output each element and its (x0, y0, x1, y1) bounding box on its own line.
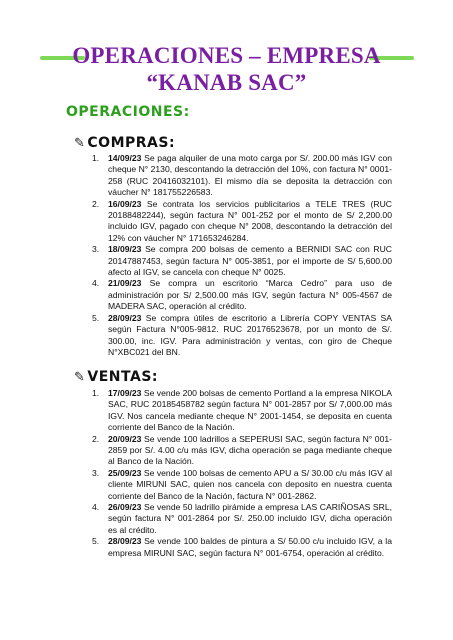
title-block (0, 38, 453, 98)
item-date: 21/09/23 (108, 278, 142, 289)
item-date: 16/09/23 (108, 198, 142, 209)
list-item (92, 502, 392, 536)
item-description: Se contrata los servicios publicitarios a TELE TRES (RUC 20188482244), según factura N° 001-252 por el monto de S/ 2,200.00 incluido IGV, pagado con cheque N° 2008, descontando la detracción del 12% con váucher N° 171653246284. (108, 198, 392, 243)
item-number: 5. (92, 312, 100, 323)
subheading-ventas-label: VENTAS: (87, 369, 159, 385)
item-text (108, 468, 392, 502)
item-date: 17/09/23 (108, 388, 142, 398)
compras-list (92, 153, 392, 358)
item-number: 2. (92, 433, 100, 444)
item-number: 5. (92, 536, 100, 547)
item-text (108, 313, 392, 359)
item-text (108, 502, 392, 536)
item-number: 2. (92, 198, 100, 209)
item-date: 14/09/23 (108, 153, 142, 163)
item-date: 28/09/23 (108, 536, 142, 547)
item-description: Se vende 100 bolsas de cemento APU a S/ 30.00 c/u más IGV al cliente MIRUNI SAC, quien nos cancela con deposito en nuestra cuenta corriente del Banco de la Nación, factura N° 001-2862. (108, 467, 392, 501)
item-number: 1. (92, 153, 100, 163)
pencil-icon: ✎ (74, 369, 86, 385)
section-heading-operaciones: OPERACIONES: (66, 104, 190, 120)
item-description: Se vende 50 ladrillo pirámide a empresa LAS CARIÑOSAS SRL, según factura N° 001-2864 por S/. 250.00 incluido IGV, dicha operación es al crédito. (108, 502, 392, 535)
item-text (108, 153, 392, 199)
subheading-compras-label: COMPRAS: (87, 135, 176, 151)
pencil-icon: ✎ (74, 135, 86, 151)
list-item (92, 536, 392, 559)
item-number: 3. (92, 244, 100, 255)
item-number: 4. (92, 278, 100, 289)
list-item (92, 244, 392, 278)
document-title-line2: “KANAB SAC” (146, 70, 307, 95)
item-description: Se compra 200 bolsas de cemento a BERNIDI SAC con RUC 20147887453, según factura N° 005-3851, por el importe de S/ 5,600.00 afecto al IGV, se cancela con cheque N° 0025. (108, 244, 392, 278)
item-number: 1. (92, 388, 100, 398)
item-number: 3. (92, 467, 100, 478)
list-item (92, 153, 392, 199)
item-text (108, 434, 392, 468)
item-description: Se paga alquiler de una moto carga por S/. 200.00 más IGV con cheque N° 2130, descontando la detracción del 10%, con factura N° 0001-258 (RUC 20416032101). El mismo día se deposita la detracción con váucher N° 181755226583. (108, 153, 392, 198)
item-description: Se vende 100 ladrillos a SEPERUSI SAC, según factura N° 001-2859 por S/. 4.00 c/u más IGV, dicha operación se paga mediante cheque al Banco de la Nación. (108, 433, 392, 467)
item-date: 18/09/23 (108, 244, 142, 255)
item-text (108, 388, 392, 434)
item-date: 25/09/23 (108, 467, 142, 478)
subheading-compras (74, 135, 175, 151)
list-item (92, 278, 392, 312)
list-item (92, 313, 392, 359)
list-item (92, 199, 392, 245)
item-date: 28/09/23 (108, 312, 142, 323)
item-text (108, 199, 392, 245)
item-date: 20/09/23 (108, 433, 142, 444)
item-text (108, 278, 392, 312)
item-description: Se compra útiles de escritorio a Librería COPY VENTAS SA según Factura N°005-9812. RUC 20176523678, por un monto de S/. 300.00, inc. IGV. Para administración y ventas, con giro de Cheque N°XBC021 del BN. (108, 312, 392, 357)
item-text (108, 244, 392, 278)
item-text (108, 536, 392, 559)
list-item (92, 468, 392, 502)
item-number: 4. (92, 502, 100, 513)
list-item (92, 388, 392, 434)
document-title-line1: OPERACIONES – EMPRESA (72, 43, 381, 68)
item-date: 26/09/23 (108, 502, 142, 513)
ventas-list (92, 388, 392, 559)
item-description: Se vende 200 bolsas de cemento Portland a la empresa NIKOLA SAC, RUC 20185458782 según factura N° 001-2857 por S/ 7,000.00 más IGV. Nos cancela mediante cheque N° 2001-1454, se deposita en cuenta corriente del Banco de la Nación. (108, 388, 392, 433)
item-description: Se compra un escritorio “Marca Cedro” para uso de administración por S/ 2,500.00 más IGV, según factura N° 005-4567 de MADERA SAC, operación al crédito. (108, 278, 392, 312)
list-item (92, 434, 392, 468)
item-description: Se vende 100 baldes de pintura a S/ 50.00 c/u incluido IGV, a la empresa MIRUNI SAC, según factura N° 001-6754, operación al crédito. (108, 536, 392, 558)
subheading-ventas (74, 369, 158, 385)
